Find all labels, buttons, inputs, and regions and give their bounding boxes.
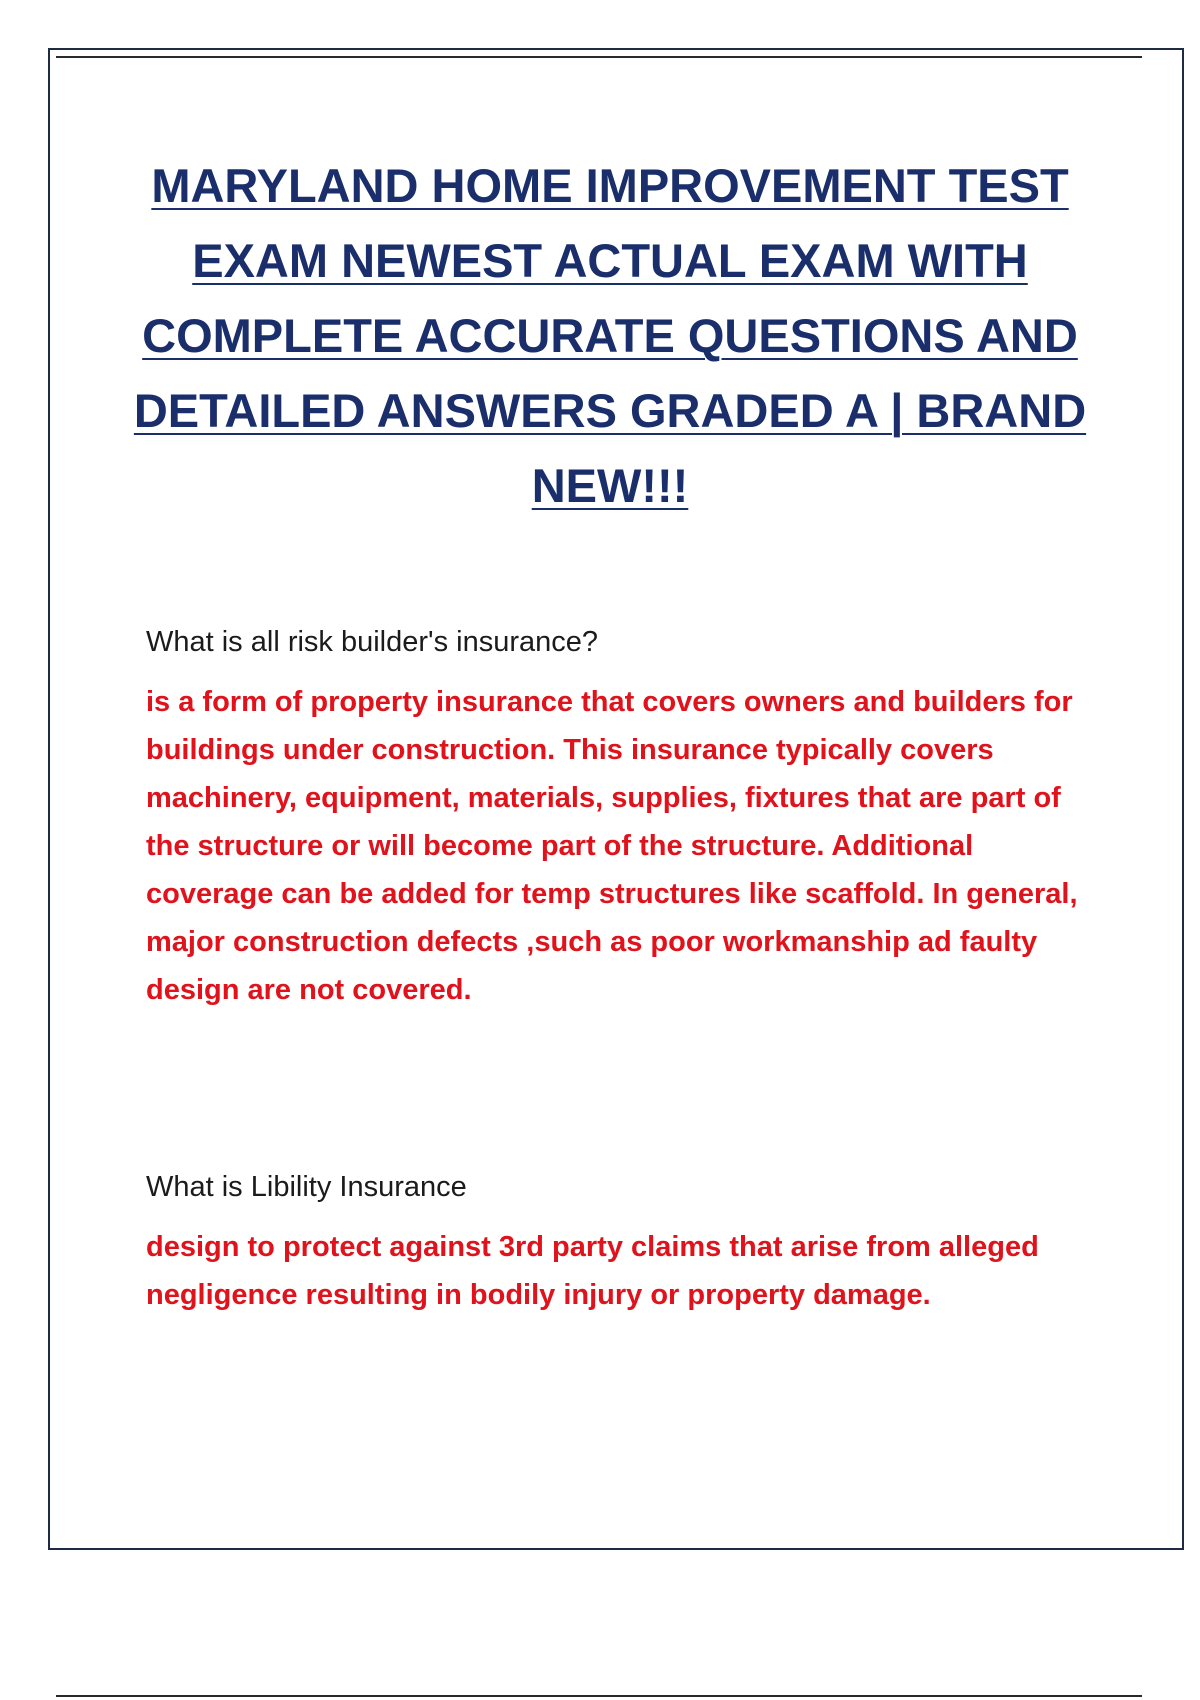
- answer-text: design to protect against 3rd party claims that arise from alleged negligence resulting in bodily injury or property damage.: [146, 1231, 1039, 1311]
- qa-block-all-risk-builders-insurance: [146, 620, 1106, 1014]
- document-title: MARYLAND HOME IMPROVEMENT TEST EXAM NEWEST ACTUAL EXAM WITH COMPLETE ACCURATE QUESTIONS AND DETAILED ANSWERS GRADED A | BRAND NEW!!!: [133, 159, 1087, 512]
- question-text: What is all risk builder's insurance?: [146, 626, 598, 658]
- qa-block-liability-insurance: [146, 1165, 1106, 1319]
- bottom-divider: [56, 1695, 1142, 1697]
- answer-text: is a form of property insurance that covers owners and builders for buildings under construction. This insurance typically covers machinery, equipment, materials, supplies, fixtures that are part of the structure or will become part of the structure. Additional coverage can be added for temp structures like scaffold. In general, major construction defects ,such as poor workmanship ad faulty design are not covered.: [146, 686, 1078, 1006]
- question-text: What is Libility Insurance: [146, 1171, 467, 1203]
